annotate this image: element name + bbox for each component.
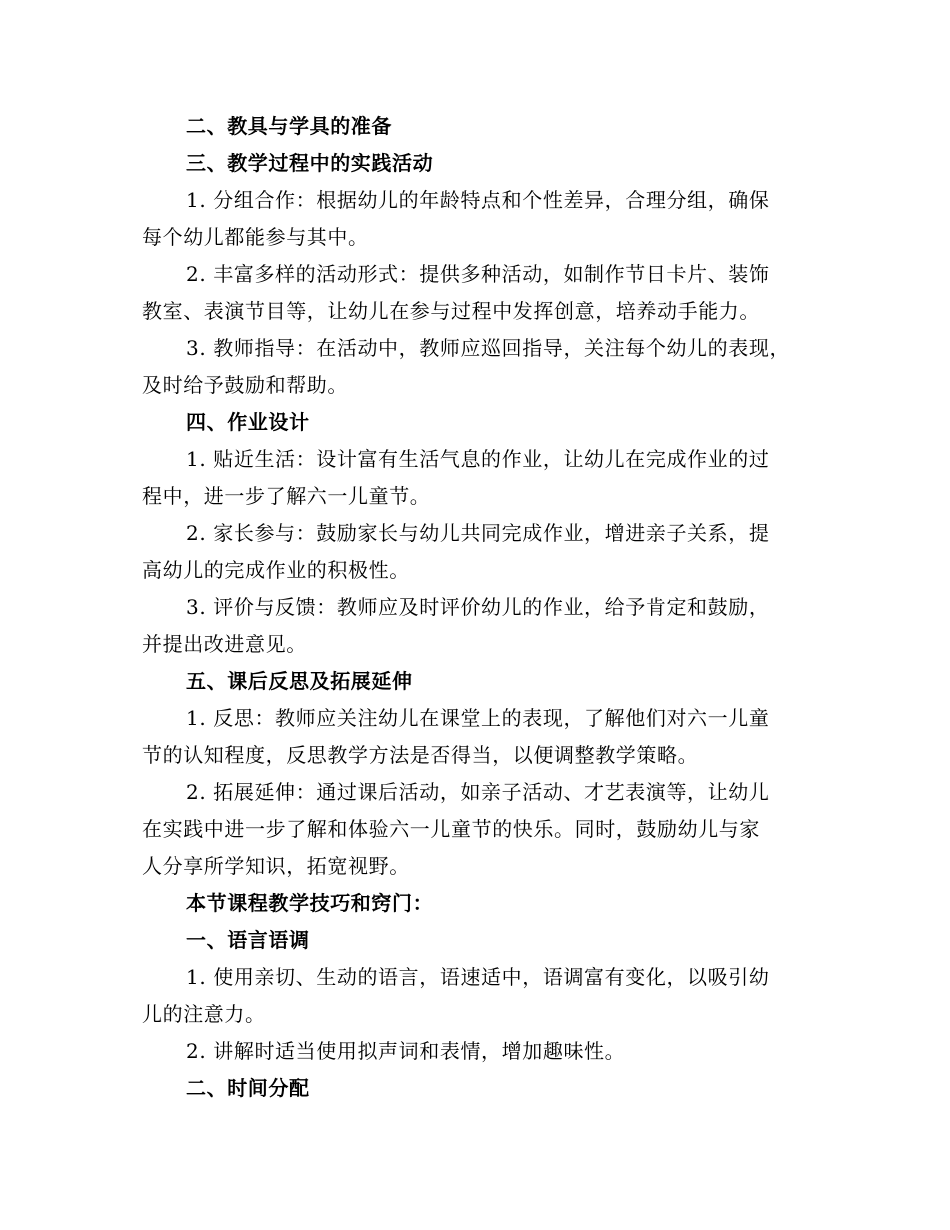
paragraph-line: 教室、表演节目等，让幼儿在参与过程中发挥创意，培养动手能力。 (142, 299, 760, 323)
paragraph-line: 儿的注意力。 (142, 1002, 266, 1026)
paragraph-line: 及时给予鼓励和帮助。 (142, 373, 348, 397)
paragraph-line: 2. 家长参与：鼓励家长与幼儿共同完成作业，增进亲子关系，提 (186, 521, 770, 545)
paragraph-line: 每个幼儿都能参与其中。 (142, 225, 369, 249)
section-heading: 二、时间分配 (186, 1076, 310, 1100)
paragraph-line: 1. 贴近生活：设计富有生活气息的作业，让幼儿在完成作业的过 (186, 447, 770, 471)
paragraph-line: 1. 分组合作：根据幼儿的年龄特点和个性差异，合理分组，确保 (186, 188, 770, 212)
paragraph-line: 2. 丰富多样的活动形式：提供多种活动，如制作节日卡片、装饰 (186, 262, 770, 286)
section-heading: 一、语言语调 (186, 928, 310, 952)
paragraph-line: 3. 评价与反馈：教师应及时评价幼儿的作业，给予肯定和鼓励， (186, 595, 770, 619)
section-heading: 本节课程教学技巧和窍门： (186, 891, 434, 915)
paragraph-line: 程中，进一步了解六一儿童节。 (142, 484, 431, 508)
paragraph-line: 并提出改进意见。 (142, 632, 307, 656)
paragraph-line: 2. 讲解时适当使用拟声词和表情，增加趣味性。 (186, 1039, 626, 1063)
section-heading: 二、教具与学具的准备 (186, 114, 392, 138)
section-heading: 三、教学过程中的实践活动 (186, 151, 434, 175)
paragraph-line: 2. 拓展延伸：通过课后活动，如亲子活动、才艺表演等，让幼儿 (186, 780, 770, 804)
paragraph-line: 节的认知程度，反思教学方法是否得当，以便调整教学策略。 (142, 743, 699, 767)
section-heading: 四、作业设计 (186, 410, 310, 434)
paragraph-line: 高幼儿的完成作业的积极性。 (142, 558, 410, 582)
paragraph-line: 在实践中进一步了解和体验六一儿童节的快乐。同时，鼓励幼儿与家 (142, 817, 760, 841)
paragraph-line: 人分享所学知识，拓宽视野。 (142, 854, 410, 878)
document-body (142, 108, 812, 1107)
section-heading: 五、课后反思及拓展延伸 (186, 669, 413, 693)
paragraph-line: 1. 反思：教师应关注幼儿在课堂上的表现，了解他们对六一儿童 (186, 706, 770, 730)
paragraph-line: 1. 使用亲切、生动的语言，语速适中，语调富有变化，以吸引幼 (186, 965, 770, 989)
paragraph-line: 3. 教师指导：在活动中，教师应巡回指导，关注每个幼儿的表现， (186, 336, 791, 360)
